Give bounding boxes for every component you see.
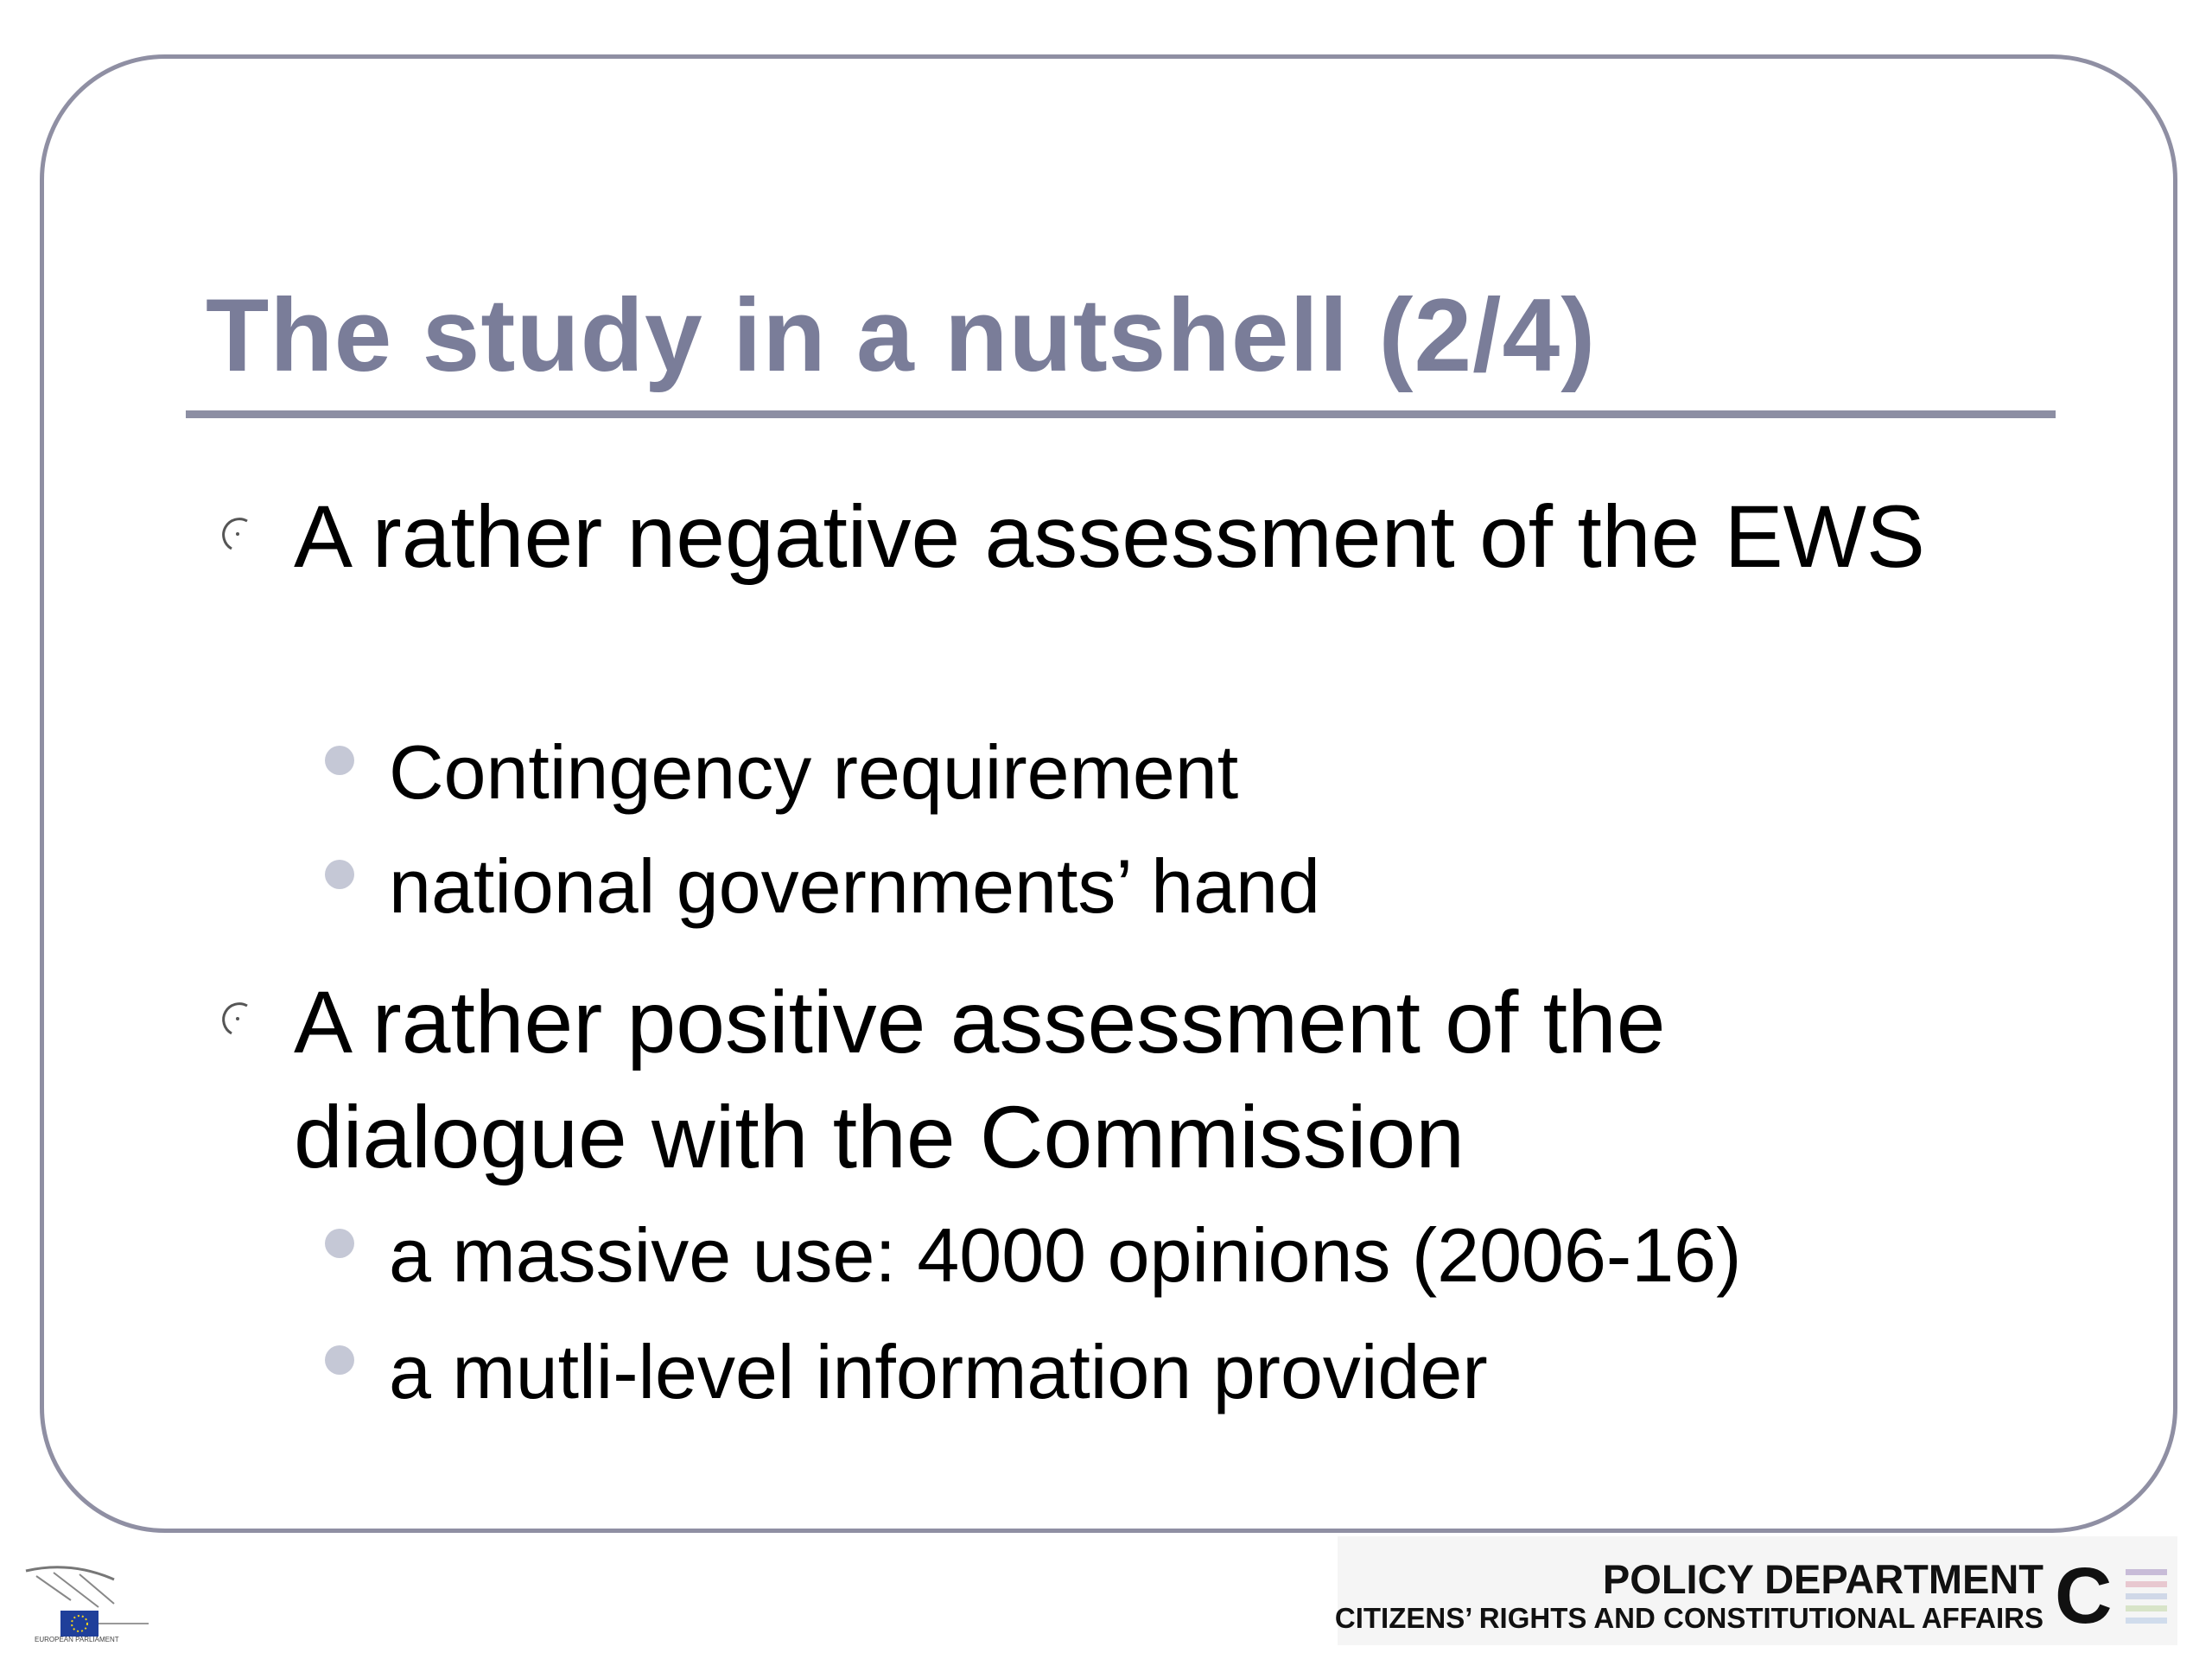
open-circle-arc-icon — [214, 995, 257, 1039]
open-circle-arc-icon — [214, 511, 257, 554]
slide-title: The study in a nutshell (2/4) — [206, 277, 1597, 393]
point-2-subpoint-1: a massive use: 4000 opinions (2006-16) — [389, 1212, 1742, 1298]
point-1-subpoint-1: Contingency requirement — [389, 729, 1239, 815]
logo-letter: C — [2055, 1562, 2113, 1631]
policy-department-c-logo-icon — [2055, 1562, 2176, 1631]
point-1-subpoint-2: national governments’ hand — [389, 843, 1320, 929]
filled-dot-icon — [325, 1229, 354, 1258]
title-divider — [186, 410, 2056, 418]
filled-dot-icon — [325, 746, 354, 775]
policy-department-title: POLICY DEPARTMENT — [1602, 1556, 2044, 1602]
point-1-text: A rather negative assessment of the EWS — [294, 487, 1925, 586]
policy-department-subtitle: CITIZENS’ RIGHTS AND CONSTITUTIONAL AFFAIRS — [1334, 1602, 2044, 1634]
filled-dot-icon — [325, 1345, 354, 1375]
european-parliament-label: EUROPEAN PARLIAMENT — [35, 1636, 119, 1643]
point-2-subpoint-2: a mutli-level information provider — [389, 1329, 1488, 1414]
filled-dot-icon — [325, 860, 354, 889]
point-2-text: A rather positive assessment of the dialogue with the Commission — [294, 973, 1666, 1186]
